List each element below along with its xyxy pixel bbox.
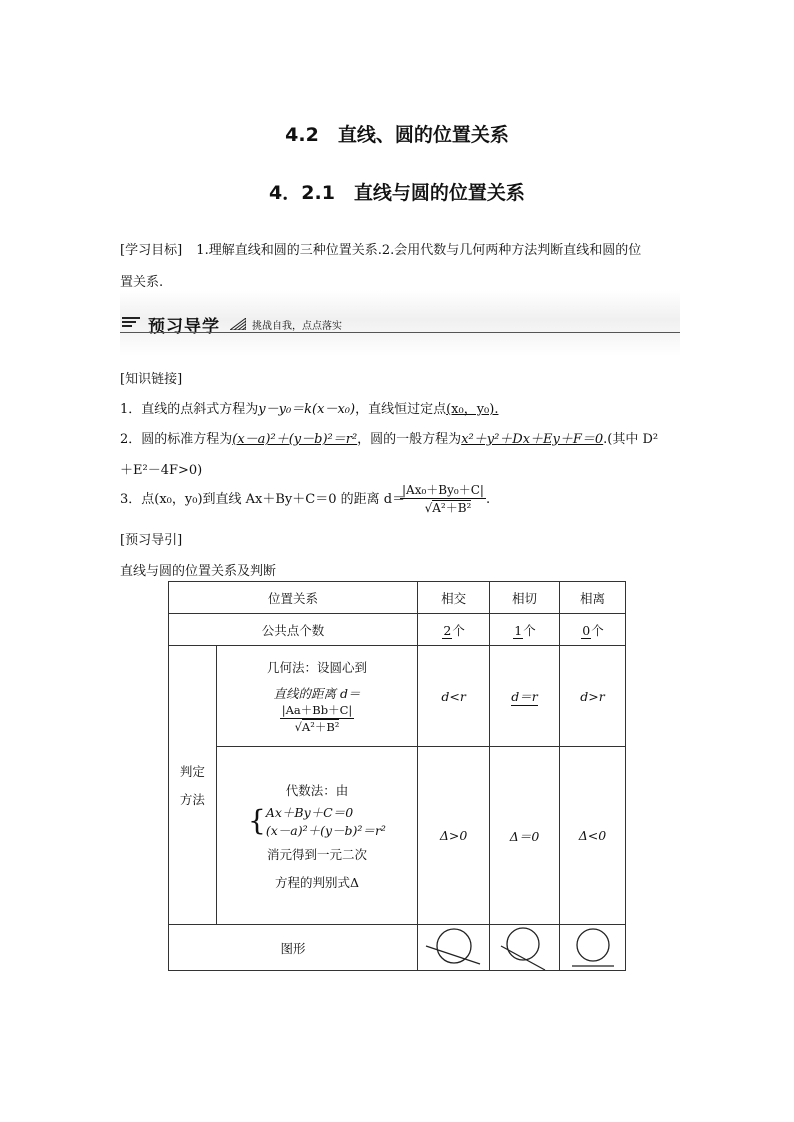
algebraic-method (216, 747, 417, 925)
sqrt-icon: √ (424, 501, 433, 515)
figure-intersect (418, 925, 490, 971)
geo-tangent (490, 646, 560, 747)
banner-divider (120, 332, 680, 333)
alg-eq1: Ax＋By＋C＝0 (265, 804, 354, 820)
common-points-intersect (418, 614, 490, 646)
geo-numerator: |Aa＋Bb＋C| (281, 702, 353, 717)
table-caption: 直线与圆的位置关系及判断 (120, 564, 277, 579)
value: Δ<0 (578, 828, 607, 843)
value: 2 (443, 622, 452, 638)
objective-text: 1.理解直线和圆的三种位置关系.2.会用代数与几何两种方法判断直线和圆的位 (196, 243, 642, 258)
value: d<r (441, 688, 466, 704)
alg-line3: 消元得到一元二次 (266, 846, 367, 862)
header-separate: 相离 (560, 582, 626, 614)
judge-method-label (169, 646, 217, 925)
distance-denominator-text: A²＋B² (432, 501, 472, 515)
item2-tail: .(其中 D² (603, 432, 659, 447)
section-banner (120, 290, 680, 356)
knowledge-item-2-cont: ＋E²－4F>0) (120, 463, 203, 478)
unit: 个 (452, 622, 465, 638)
alg-tangent (490, 747, 560, 925)
item2-general-equation: x²＋y²＋Dx＋Ey＋F＝0 (461, 432, 604, 447)
value: d＝r (511, 688, 538, 704)
relation-table (168, 581, 626, 971)
value: Δ>0 (439, 828, 468, 843)
alg-system (217, 803, 417, 839)
banner-wedge-icon (230, 318, 246, 330)
table-header-row (169, 582, 626, 614)
value: 0 (582, 622, 591, 638)
banner-subtitle: 挑战自我，点点落实 (252, 321, 342, 332)
table-row-common-points (169, 614, 626, 646)
table-row-algebraic (169, 747, 626, 925)
common-points-tangent (490, 614, 560, 646)
distance-denominator (400, 499, 486, 516)
circle-secant-icon (424, 926, 484, 970)
judge-label-line2: 方法 (179, 792, 205, 807)
geo-line2 (217, 684, 417, 702)
guide-label: [预习导引] (120, 533, 183, 548)
banner-stripes-icon (122, 316, 142, 330)
knowledge-item-1 (120, 400, 498, 420)
geo-denominator-text: A²＋B² (301, 719, 340, 734)
judge-label-line1: 判定 (179, 764, 205, 779)
geo-denominator (280, 719, 355, 735)
distance-numerator: |Ax₀＋By₀＋C| (402, 483, 484, 497)
geo-line2-text: 直线的距离 d＝ (273, 685, 361, 701)
common-points-label: 公共点个数 (169, 614, 418, 646)
knowledge-label: [知识链接] (120, 372, 183, 387)
header-tangent: 相切 (490, 582, 560, 614)
value: 1 (514, 622, 523, 638)
circle-tangent-icon (497, 926, 553, 970)
objective-line-2: 置关系. (120, 275, 164, 290)
unit: 个 (591, 622, 604, 638)
item2-mid: ，圆的一般方程为 (357, 432, 462, 447)
alg-line4: 方程的判别式Δ (274, 874, 359, 890)
geometric-method (216, 646, 417, 747)
geo-line1: 几何法：设圆心到 (266, 659, 367, 675)
item3-period: . (486, 492, 491, 507)
figure-label: 图形 (169, 925, 418, 971)
banner-title: 预习导学 (148, 317, 220, 337)
table-row-geometric (169, 646, 626, 747)
value: d>r (580, 688, 605, 704)
item3-prefix: 3．点(x₀，y₀)到直线 Ax＋By＋C＝0 的距离 d＝ (120, 492, 406, 507)
objective-label: [学习目标] (120, 243, 183, 258)
figure-separate (560, 925, 626, 971)
item1-mid: ，直线恒过定点 (355, 402, 447, 417)
page-title: 4.2 直线、圆的位置关系 (285, 124, 509, 146)
common-points-separate (560, 614, 626, 646)
knowledge-item-3 (120, 490, 405, 510)
alg-eq2: (x－a)²＋(y－b)²＝r² (265, 822, 386, 838)
figure-tangent (490, 925, 560, 971)
item2-prefix: 2．圆的标准方程为 (120, 432, 233, 447)
section-title: 4．2.1 直线与圆的位置关系 (269, 182, 525, 204)
objective-line-1 (120, 241, 641, 261)
header-relation: 位置关系 (169, 582, 418, 614)
brace-icon: { (248, 803, 266, 837)
table-row-figure (169, 925, 626, 971)
geo-intersect (418, 646, 490, 747)
alg-line1: 代数法：由 (285, 782, 349, 798)
item1-prefix: 1．直线的点斜式方程为 (120, 402, 259, 417)
value: Δ＝0 (509, 828, 540, 844)
alg-separate (560, 747, 626, 925)
header-intersect: 相交 (418, 582, 490, 614)
circle-separate-icon (566, 926, 620, 970)
alg-intersect (418, 747, 490, 925)
item1-formula: y－y₀＝k(x－x₀) (258, 402, 356, 417)
knowledge-item-2 (120, 430, 658, 450)
geo-fraction (280, 702, 355, 735)
item2-standard-equation: (x－a)²＋(y－b)²＝r² (232, 432, 358, 447)
item1-point: (x₀，y₀). (446, 402, 499, 417)
geo-separate (560, 646, 626, 747)
alg-equations (266, 803, 386, 839)
sqrt-icon: √ (294, 719, 302, 734)
unit: 个 (523, 622, 536, 638)
distance-fraction (400, 481, 486, 516)
